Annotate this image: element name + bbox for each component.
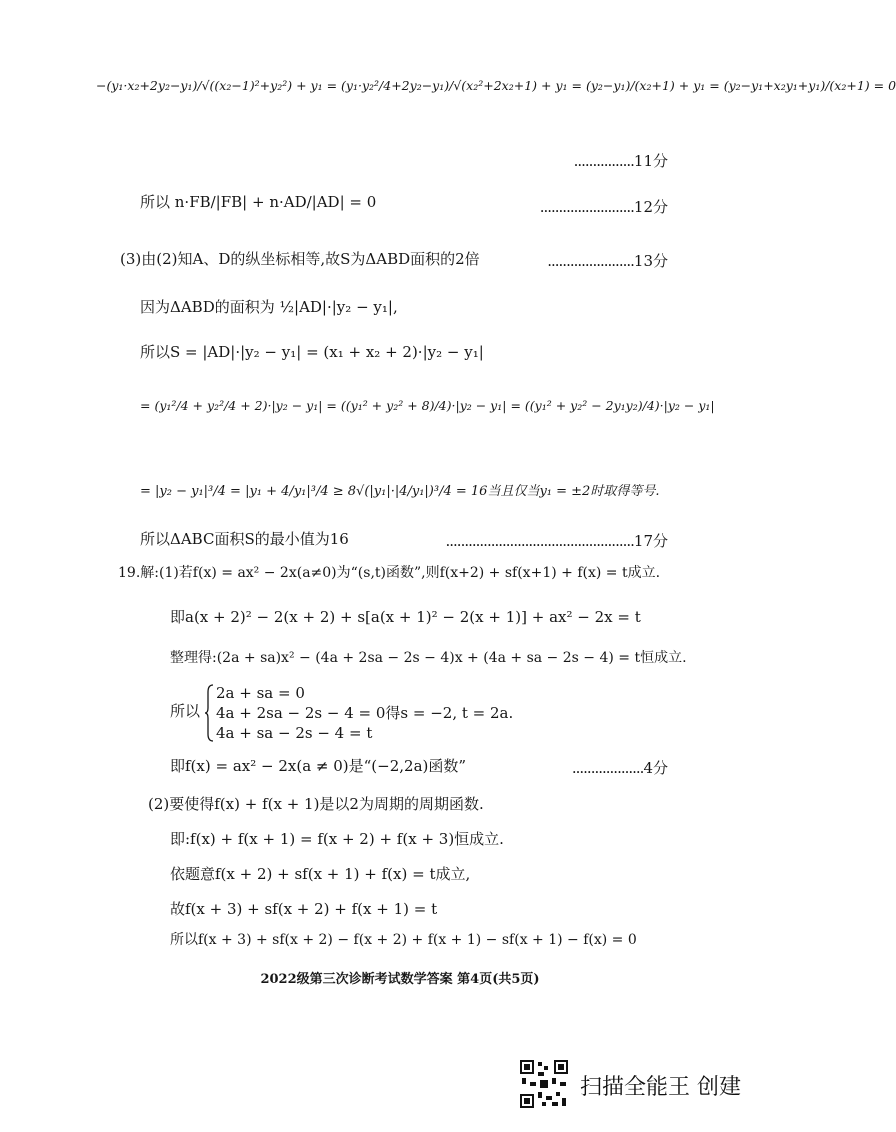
q19-line1-text: 19.解:(1)若f(x) = ax² − 2x(a≠0)为“(s,t)函数”,则f(x+2) + sf(x+1) + f(x) = t成立. — [118, 565, 661, 581]
page-footer — [0, 968, 800, 987]
q19-line3 — [170, 650, 687, 667]
part3-expand — [140, 398, 715, 413]
scanner-brand-text: 扫描全能王 创建 — [580, 1075, 741, 1100]
part3-S-text: 所以S = |AD|·|y₂ − y₁| = (x₁ + x₂ + 2)·|y₂ − y₁| — [140, 343, 484, 361]
q19-p2-line1 — [148, 795, 484, 813]
q19-p2-line3-text: 依题意f(x + 2) + sf(x + 1) + f(x) = t成立, — [170, 865, 471, 883]
q19-line1 — [118, 565, 660, 582]
q19-p2-line2-text: 即:f(x) + f(x + 1) = f(x + 2) + f(x + 3)恒成立. — [170, 830, 504, 848]
part3-intro-text: (3)由(2)知A、D的纵坐标相等,故S为ΔABD面积的2倍 — [120, 250, 480, 268]
system-eq-2: 4a + 2sa − 2s − 4 = 0得s = −2, t = 2a. — [216, 704, 514, 722]
part3-inequality — [140, 480, 659, 499]
score-13: .......................13分 — [547, 252, 668, 270]
part3-intro — [120, 250, 480, 268]
part3-inequality-text: = |y₂ − y₁|³/4 = |y₁ + 4/y₁|³/4 ≥ 8√(|y₁|·|4/y₁|)³/4 = 16当且仅当y₁ = ±2时取得等号. — [140, 484, 660, 499]
score-4: ...................4分 — [571, 759, 668, 777]
part3-area — [140, 298, 398, 316]
q19-p2-line4-text: 故f(x + 3) + sf(x + 2) + f(x + 1) = t — [170, 900, 438, 918]
page-footer-text: 2022级第三次诊断考试数学答案 第4页(共5页) — [260, 972, 540, 987]
top-formula-text: −(y₁·x₂+2y₂−y₁)/√((x₂−1)²+y₂²) + y₁ = (y₁·y₂²/4+2y₂−y₁)/√(x₂²+2x₂+1) + y₁ = (y₂−y₁)/(x₂+1) + y₁ = (y₂−y₁+x₂y₁+y₁)/(x₂+1) = 0 — [96, 78, 896, 93]
system-brace-icon — [204, 684, 214, 742]
score-17: ..................................................17分 — [445, 532, 668, 550]
q19-line3-text: 整理得:(2a + sa)x² − (4a + 2sa − 2s − 4)x + (4a + sa − 2s − 4) = t恒成立. — [170, 650, 687, 666]
score-13-label: 13分 — [633, 252, 668, 270]
q19-p2-line3 — [170, 865, 470, 883]
score-4-label: 4分 — [643, 759, 668, 777]
q19-line2 — [170, 608, 641, 626]
part3-S — [140, 343, 484, 361]
qr-code-icon — [518, 1058, 570, 1110]
top-formula — [96, 78, 896, 93]
score-11: ................11分 — [573, 152, 668, 170]
part2-conclusion — [140, 193, 376, 211]
score-12: .........................12分 — [539, 198, 668, 216]
q19-p2-line4 — [170, 900, 437, 918]
q19-line4 — [170, 757, 466, 775]
system-eq-3: 4a + sa − 2s − 4 = t — [216, 724, 373, 742]
q19-line4-text: 即f(x) = ax² − 2x(a ≠ 0)是“(−2,2a)函数” — [170, 757, 467, 775]
system-prefix: 所以 — [170, 702, 201, 720]
q19-line2-text: 即a(x + 2)² − 2(x + 2) + s[a(x + 1)² − 2(x + 1)] + ax² − 2x = t — [170, 608, 641, 626]
part3-min-text: 所以ΔABC面积S的最小值为16 — [140, 530, 349, 548]
q19-p2-line5-text: 所以f(x + 3) + sf(x + 2) − f(x + 2) + f(x + 1) − sf(x + 1) − f(x) = 0 — [170, 932, 637, 948]
q19-p2-line1-text: (2)要使得f(x) + f(x + 1)是以2为周期的周期函数. — [148, 795, 484, 813]
q19-p2-line5 — [170, 932, 637, 949]
part3-min — [140, 530, 349, 548]
part3-area-text: 因为ΔABD的面积为 ½|AD|·|y₂ − y₁|, — [140, 298, 398, 316]
score-12-label: 12分 — [633, 198, 668, 216]
score-17-label: 17分 — [633, 532, 668, 550]
part2-conclusion-text: 所以 n·FB/|FB| + n·AD/|AD| = 0 — [140, 193, 377, 211]
score-11-label: 11分 — [633, 152, 668, 170]
part3-expand-text: = (y₁²/4 + y₂²/4 + 2)·|y₂ − y₁| = ((y₁² + y₂² + 8)/4)·|y₂ − y₁| = ((y₁² + y₂² − 2y₁y₂)/4)·|y₂ − y₁| — [140, 398, 715, 413]
system-eq-1: 2a + sa = 0 — [216, 684, 305, 702]
q19-p2-line2 — [170, 830, 504, 848]
scanner-watermark — [518, 1058, 778, 1114]
